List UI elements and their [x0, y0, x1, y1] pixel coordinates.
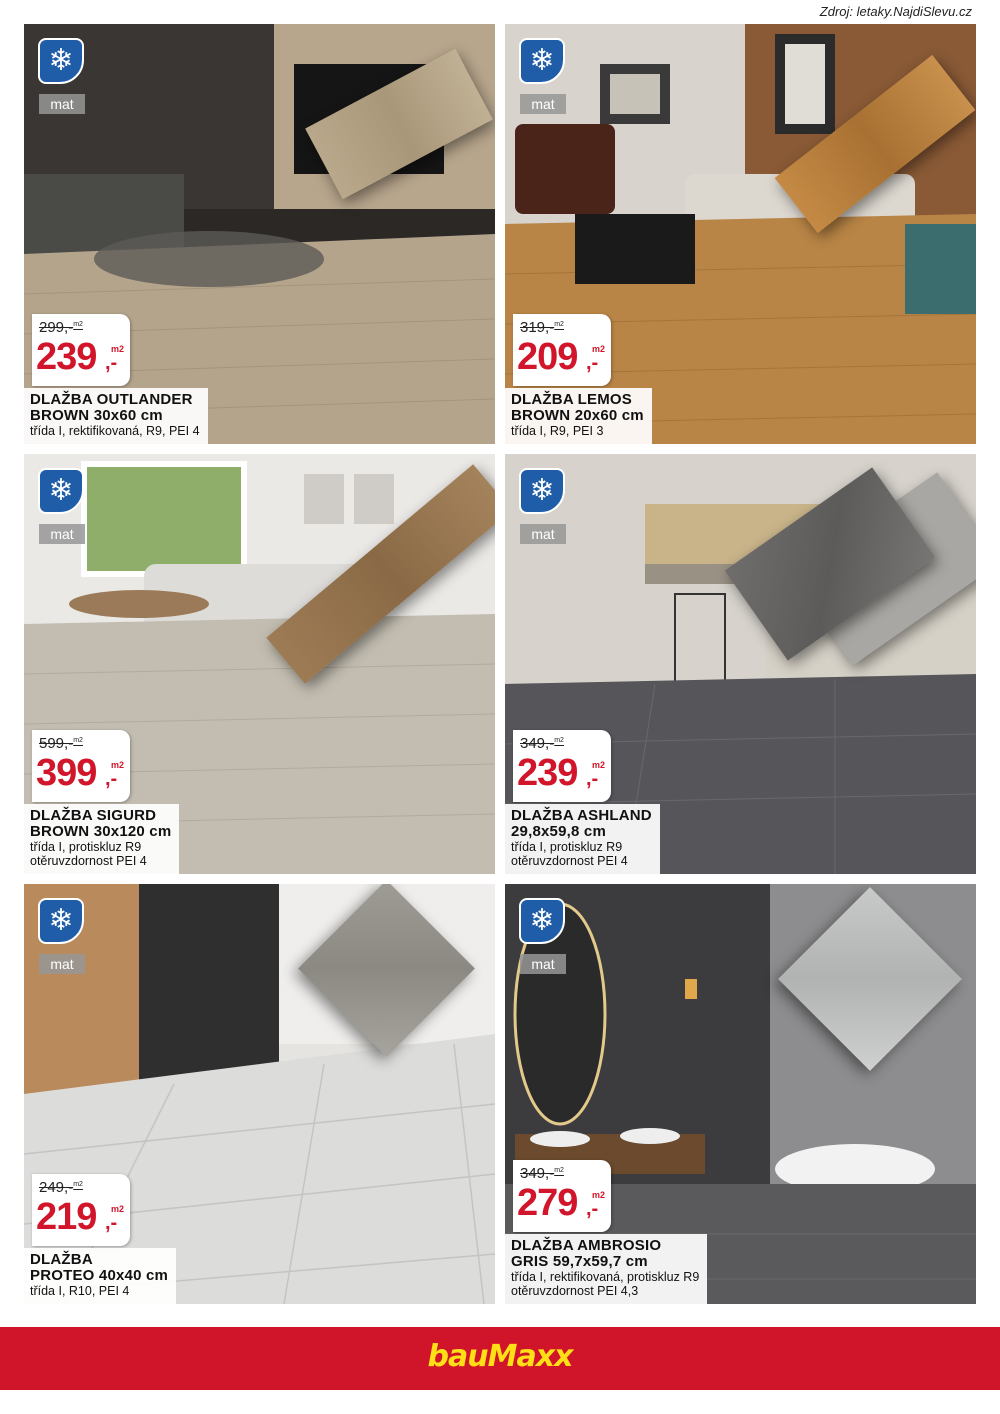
finish-badge: mat [39, 954, 85, 974]
old-price: 299,-$^{m2}$ [39, 319, 83, 336]
product-tile-ashland[interactable] [505, 454, 976, 874]
price-suffix: ,- [586, 1198, 599, 1220]
product-description [24, 388, 208, 444]
product-spec: třída I, protiskluz R9 [30, 840, 142, 854]
finish-badge: mat [520, 954, 566, 974]
price-unit: m2 [111, 1204, 125, 1214]
old-price: 249,-$^{m2}$ [39, 1179, 83, 1196]
price-unit: m2 [592, 760, 606, 770]
brand-footer [0, 1327, 1000, 1390]
old-price: 349,-$^{m2}$ [520, 1165, 564, 1182]
price-suffix: ,- [105, 768, 118, 790]
price-suffix: ,- [105, 1212, 118, 1234]
product-name: DLAŽBA SIGURD [30, 807, 157, 824]
new-price: 239 [517, 752, 578, 794]
product-description [505, 388, 652, 444]
product-description [24, 1248, 176, 1304]
product-tile-sigurd[interactable] [24, 454, 495, 874]
product-description [24, 804, 179, 874]
product-description [505, 1234, 707, 1304]
finish-badge: mat [39, 94, 85, 114]
product-name: DLAŽBA OUTLANDER [30, 391, 193, 408]
snowflake-icon: ❄ [519, 898, 565, 944]
product-size: BROWN 20x60 cm [511, 407, 644, 424]
old-price: 349,-$^{m2}$ [520, 735, 564, 752]
baumax-logo: bauMaxx [427, 1339, 573, 1374]
product-spec: třída I, rektifikovaná, protiskluz R9 [511, 1270, 700, 1284]
price-tag [513, 730, 611, 802]
new-price: 239 [36, 336, 97, 378]
price-unit: m2 [592, 1190, 606, 1200]
price-unit: m2 [592, 344, 606, 354]
finish-badge: mat [39, 524, 85, 544]
product-size: GRIS 59,7x59,7 cm [511, 1253, 648, 1270]
product-name: DLAŽBA [30, 1251, 93, 1268]
price-suffix: ,- [586, 352, 599, 374]
product-size: PROTEO 40x40 cm [30, 1267, 169, 1284]
finish-badge: mat [520, 524, 566, 544]
product-spec-2: otěruvzdornost PEI 4 [30, 854, 147, 868]
product-size: BROWN 30x60 cm [30, 407, 163, 424]
product-spec-2: otěruvzdornost PEI 4 [511, 854, 628, 868]
snowflake-icon: ❄ [38, 38, 84, 84]
product-size: BROWN 30x120 cm [30, 823, 172, 840]
product-size: 29,8x59,8 cm [511, 823, 606, 840]
product-tile-lemos[interactable] [505, 24, 976, 444]
product-tile-ambrosio[interactable] [505, 884, 976, 1304]
finish-badge: mat [520, 94, 566, 114]
old-price: 319,-$^{m2}$ [520, 319, 564, 336]
snowflake-icon: ❄ [519, 38, 565, 84]
product-tile-proteo[interactable] [24, 884, 495, 1304]
product-spec: třída I, R9, PEI 3 [511, 424, 604, 438]
product-description [505, 804, 660, 874]
product-tile-outlander[interactable] [24, 24, 495, 444]
old-price: 599,-$^{m2}$ [39, 735, 83, 752]
price-suffix: ,- [105, 352, 118, 374]
snowflake-icon: ❄ [38, 468, 84, 514]
price-tag [32, 730, 130, 802]
new-price: 219 [36, 1196, 97, 1238]
product-spec: třída I, rektifikovaná, R9, PEI 4 [30, 424, 200, 438]
price-tag [513, 314, 611, 386]
snowflake-icon: ❄ [38, 898, 84, 944]
product-spec: třída I, protiskluz R9 [511, 840, 623, 854]
price-unit: m2 [111, 344, 125, 354]
product-name: DLAŽBA ASHLAND [511, 807, 652, 824]
price-tag [32, 314, 130, 386]
new-price: 209 [517, 336, 578, 378]
new-price: 399 [36, 752, 97, 794]
product-spec: třída I, R10, PEI 4 [30, 1284, 130, 1298]
source-credit: Zdroj: letaky.NajdiSlevu.cz [819, 4, 972, 19]
price-suffix: ,- [586, 768, 599, 790]
product-name: DLAŽBA LEMOS [511, 391, 633, 408]
snowflake-icon: ❄ [519, 468, 565, 514]
price-unit: m2 [111, 760, 125, 770]
product-name: DLAŽBA AMBROSIO [511, 1237, 662, 1254]
price-tag [32, 1174, 130, 1246]
new-price: 279 [517, 1182, 578, 1224]
price-tag [513, 1160, 611, 1232]
product-spec-2: otěruvzdornost PEI 4,3 [511, 1284, 639, 1298]
